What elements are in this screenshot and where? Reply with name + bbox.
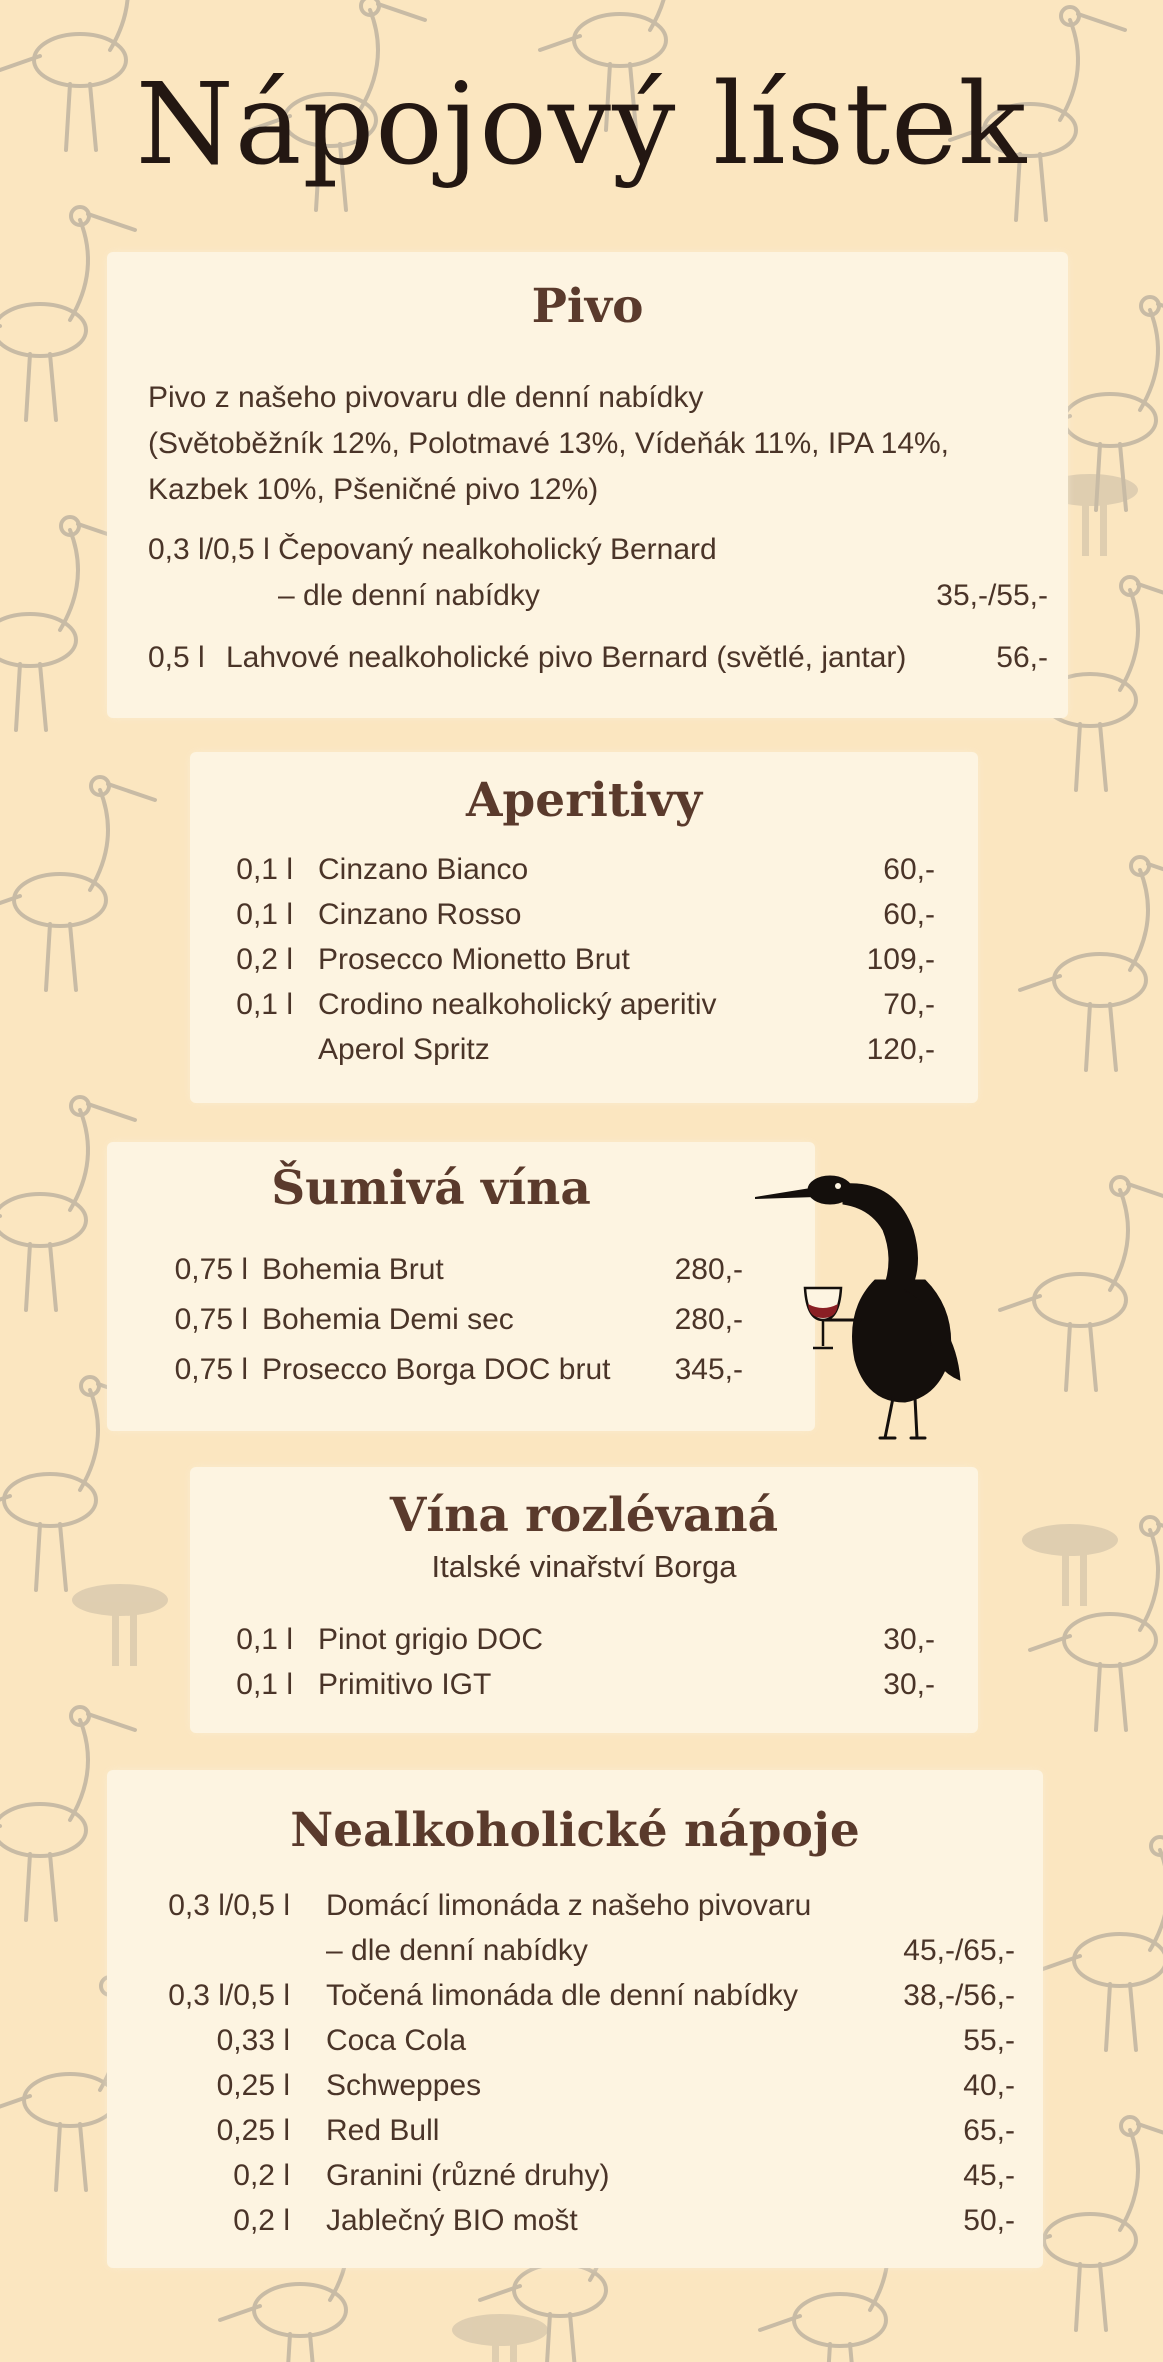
item-volume: 0,75 l [174, 1303, 248, 1336]
item-volume: 0,2 l [233, 2204, 290, 2237]
list-item [223, 982, 935, 1027]
list-item [140, 2063, 1015, 2108]
item-price: 280,- [674, 1303, 743, 1336]
item-volume: 0,25 l [216, 2114, 290, 2147]
item-name: Bohemia Brut [262, 1253, 444, 1286]
item-price: 45,- [963, 2159, 1015, 2192]
aperitivy-list [223, 847, 935, 1072]
item-volume: 0,25 l [216, 2069, 290, 2102]
pivo-draft-nonalc [148, 527, 1048, 619]
item-name: – dle denní nabídky [326, 1934, 588, 1967]
item-volume: 0,5 l [148, 641, 205, 674]
section-heading-sumiva-vina: Šumivá vína [271, 1161, 591, 1216]
list-item [140, 2108, 1015, 2153]
item-price: 30,- [883, 1623, 935, 1656]
item-note: – dle denní nabídky [278, 579, 540, 612]
pivo-intro-line: (Světoběžník 12%, Polotmavé 13%, Vídeňák 11%, IPA 14%, [148, 427, 950, 460]
item-name: Schweppes [326, 2069, 482, 2102]
item-volume: 0,3 l/0,5 l [168, 1979, 290, 2012]
item-name: Granini (různé druhy) [326, 2159, 610, 2192]
pivo-intro [148, 375, 1048, 513]
list-item [158, 1345, 743, 1395]
section-nealkoholicke-napoje [110, 1773, 1040, 2265]
item-price: 60,- [883, 898, 935, 931]
list-item [223, 1027, 935, 1072]
item-price: 40,- [963, 2069, 1015, 2102]
list-item [223, 847, 935, 892]
list-item [140, 1883, 1015, 1928]
item-price: 70,- [883, 988, 935, 1021]
item-price: 56,- [996, 641, 1048, 674]
item-volume: 0,3 l/0,5 l [168, 1889, 290, 1922]
nealkoholicke-list [140, 1883, 1015, 2243]
list-item [140, 1973, 1015, 2018]
list-item [158, 1245, 743, 1295]
item-name: Red Bull [326, 2114, 440, 2147]
page-title: Nápojový lístek [135, 60, 1028, 190]
item-price: 280,- [674, 1253, 743, 1286]
heron-with-wine-glass-icon [755, 1170, 980, 1445]
section-subheading-vina-rozlevana: Italské vinařství Borga [431, 1549, 737, 1584]
list-item [223, 937, 935, 982]
list-item [140, 1928, 1015, 1973]
item-price: 50,- [963, 2204, 1015, 2237]
item-price: 38,-/56,- [903, 1979, 1015, 2012]
list-item [140, 2198, 1015, 2243]
item-name: Aperol Spritz [318, 1033, 490, 1066]
item-name: Lahvové nealkoholické pivo Bernard (světlé, jantar) [226, 641, 907, 674]
item-name: Prosecco Borga DOC brut [262, 1353, 611, 1386]
section-heading-pivo: Pivo [531, 279, 644, 334]
section-sumiva-vina [110, 1145, 812, 1428]
pivo-intro-line: Kazbek 10%, Pšeničné pivo 12%) [148, 473, 599, 506]
section-aperitivy [193, 755, 975, 1100]
item-price: 60,- [883, 853, 935, 886]
item-price: 65,- [963, 2114, 1015, 2147]
pivo-bottle-nonalc [148, 635, 1048, 681]
item-name: Jablečný BIO mošt [326, 2204, 578, 2237]
item-price: 109,- [866, 943, 935, 976]
item-price: 120,- [866, 1033, 935, 1066]
list-item [223, 892, 935, 937]
item-volume: 0,2 l [233, 2159, 290, 2192]
section-heading-vina-rozlevana: Vína rozlévaná [389, 1488, 779, 1543]
list-item [223, 1617, 935, 1662]
item-price: 30,- [883, 1668, 935, 1701]
section-heading-nealkoholicke-napoje: Nealkoholické nápoje [290, 1803, 860, 1858]
list-item [140, 2153, 1015, 2198]
list-item [140, 2018, 1015, 2063]
item-name: Cinzano Rosso [318, 898, 522, 931]
list-item [158, 1295, 743, 1345]
item-name: Prosecco Mionetto Brut [318, 943, 630, 976]
section-heading-aperitivy: Aperitivy [465, 773, 703, 828]
item-volume: 0,2 l [236, 943, 293, 976]
item-price: 55,- [963, 2024, 1015, 2057]
item-name: Cinzano Bianco [318, 853, 529, 886]
item-price: 35,-/55,- [936, 579, 1048, 612]
vina-rozlevana-list [223, 1617, 935, 1707]
section-vina-rozlevana [193, 1470, 975, 1730]
item-name: Primitivo IGT [318, 1668, 492, 1701]
item-price: 345,- [674, 1353, 743, 1386]
item-name: Točená limonáda dle denní nabídky [326, 1979, 799, 2012]
pivo-intro-line: Pivo z našeho pivovaru dle denní nabídky [148, 381, 704, 414]
item-price: 45,-/65,- [903, 1934, 1015, 1967]
item-name: Bohemia Demi sec [262, 1303, 514, 1336]
list-item [223, 1662, 935, 1707]
item-volume: 0,1 l [236, 988, 293, 1021]
section-pivo [110, 255, 1065, 715]
item-volume: 0,1 l [236, 1623, 293, 1656]
item-volume: 0,33 l [216, 2024, 290, 2057]
item-volume: 0,1 l [236, 1668, 293, 1701]
item-volume: 0,1 l [236, 898, 293, 931]
sumiva-vina-list [158, 1245, 743, 1395]
item-name: Domácí limonáda z našeho pivovaru [326, 1889, 812, 1922]
item-name: Coca Cola [326, 2024, 467, 2057]
item-volume: 0,3 l/0,5 l [148, 533, 270, 566]
item-name: Čepovaný nealkoholický Bernard [278, 533, 717, 566]
item-volume: 0,75 l [174, 1353, 248, 1386]
item-volume: 0,75 l [174, 1253, 248, 1286]
item-volume: 0,1 l [236, 853, 293, 886]
item-name: Crodino nealkoholický aperitiv [318, 988, 717, 1021]
item-volume [140, 1928, 290, 1973]
item-name: Pinot grigio DOC [318, 1623, 544, 1656]
item-volume [223, 1027, 293, 1072]
